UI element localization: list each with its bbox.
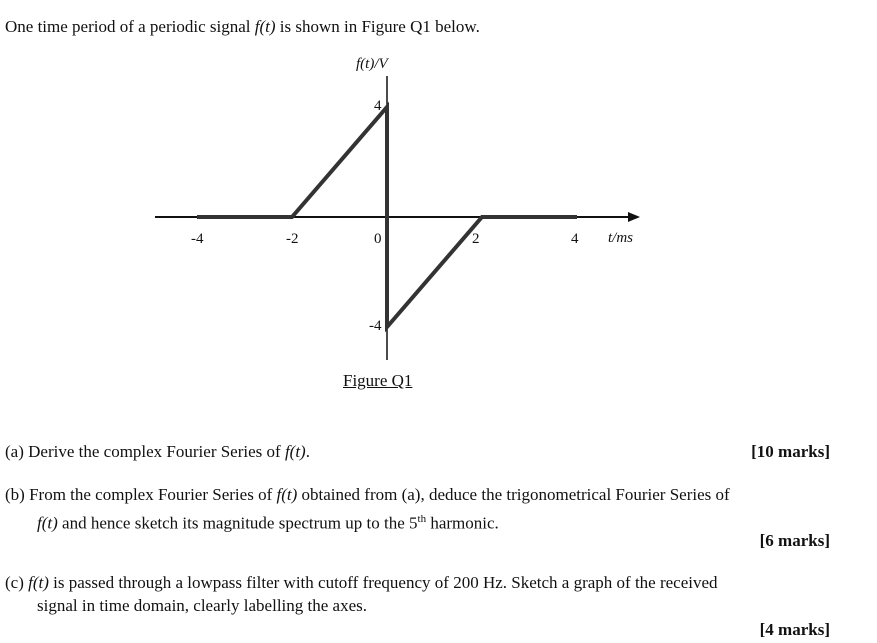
question-b-sup: th [417,513,427,525]
question-b-label: (b) [5,485,25,504]
x-axis-arrow [628,212,640,222]
y-axis-label: f(t)/V [356,56,388,72]
question-a-fn: f(t) [284,442,306,461]
question-b-line2 [37,509,499,534]
x-tick-label: -4 [191,231,204,247]
question-c-text1: is passed through a lowpass filter with cutoff frequency of 200 Hz. Sketch a graph of the received [48,573,718,592]
question-b-text1: From the complex Fourier Series of [29,485,277,504]
question-c-marks: [4 marks] [759,620,830,639]
question-b-line1 [5,485,730,505]
question-c-label: (c) [5,573,24,592]
question-a-text: Derive the complex Fourier Series of [28,442,285,461]
x-tick-label: 0 [374,231,382,247]
question-a-marks: [10 marks] [751,442,830,461]
intro-before: One time period of a periodic signal [5,17,255,36]
figure-caption: Figure Q1 [343,371,413,390]
x-axis-label: t/ms [608,230,634,246]
question-a-after: . [305,442,310,461]
x-tick-label: 4 [571,231,579,247]
question-c-fn: f(t) [28,573,49,592]
question-b-fn1: f(t) [276,485,298,504]
signal-line [197,107,577,327]
y-tick-label: -4 [369,318,382,334]
question-b-marks: [6 marks] [759,531,830,550]
question-b-after2: and hence sketch its magnitude spectrum up to the 5 [57,513,418,533]
x-tick-label: 2 [472,231,480,247]
question-b-after3: harmonic. [426,513,499,533]
question-b-fn2: f(t) [37,513,58,533]
x-tick-label: -2 [286,231,299,247]
question-a-label: (a) [5,442,24,461]
intro-fn: f(t) [254,17,276,36]
question-a [5,442,310,462]
question-b-after1: obtained from (a), deduce the trigonometrical Fourier Series of [297,485,730,504]
question-c-line2: signal in time domain, clearly labelling the axes. [37,596,367,615]
intro-after: is shown in Figure Q1 below. [275,17,480,36]
question-c-line1 [5,573,718,593]
y-tick-label: 4 [374,98,382,114]
